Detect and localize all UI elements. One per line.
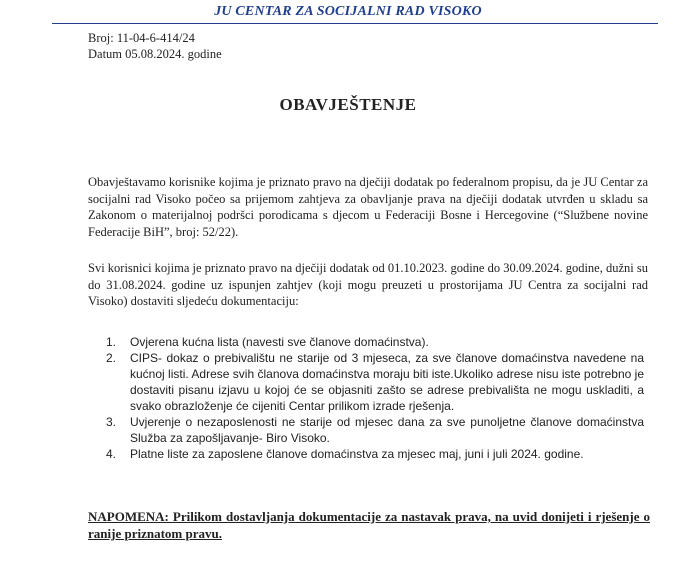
list-item [84, 414, 644, 446]
document-title: OBAVJEŠTENJE [279, 95, 417, 114]
list-item-text: Uvjerenje o nezaposlenosti ne starije od mjesec dana za sve punoljetne članove domaćinstva Služba za zapošljavanje- Biro Visoko. [130, 415, 644, 445]
document-date: Datum 05.08.2024. godine [88, 47, 222, 61]
list-item-text: Ovjerena kućna lista (navesti sve članove domaćinstva). [130, 335, 429, 349]
list-item [84, 446, 644, 462]
note-paragraph: NAPOMENA: Prilikom dostavljanja dokumentacije za nastavak prava, na uvid donijeti i rješenje o ranije priznatom pravu. [88, 509, 650, 541]
list-item-number: 2. [106, 351, 117, 365]
required-documents-list [84, 334, 644, 462]
header-divider [52, 23, 658, 24]
deadline-paragraph: Svi korisnici kojima je priznato pravo na dječiji dodatak od 01.10.2023. godine do 30.09.2024. godine, dužni su do 31.08.2024. godine uz ispunjen zahtjev (koji mogu preuzeti u prostorijama JU Centra za socijalni rad Visoko) dostaviti sljedeću dokumentaciju: [88, 261, 648, 308]
list-item-text: CIPS- dokaz o prebivalištu ne starije od 3 mjeseca, za sve članove domaćinstva navedene na kućnoj listi. Adrese svih članova domaćinstva moraju biti iste.Ukoliko adrese nisu iste potrebno je dostaviti pisanu izjavu u kojoj će se objasniti zašto se adrese prebivališta ne mogu uskladiti, a svako obrazloženje će cijeniti Centar prilikom izrade rješenja. [130, 351, 644, 413]
list-item-number: 1. [106, 335, 117, 349]
list-item-number: 3. [106, 415, 117, 429]
document-meta [88, 30, 222, 62]
reference-number: Broj: 11-04-6-414/24 [88, 31, 195, 45]
list-item-text: Platne liste za zaposlene članove domaćinstva za mjesec maj, juni i juli 2024. godine. [130, 447, 584, 461]
list-item [84, 350, 644, 414]
list-item-number: 4. [106, 447, 117, 461]
institution-header: JU CENTAR ZA SOCIJALNI RAD VISOKO [214, 4, 482, 19]
list-item [84, 334, 644, 350]
intro-paragraph: Obavještavamo korisnike kojima je priznato pravo na dječiji dodatak po federalnom propisu, da je JU Centar za socijalni rad Visoko počeo sa prijemom zahtjeva za obavljanje prava na dječiji dodatak utvrđen u skladu sa Zakonom o materijalnoj podršci porodicama s djecom u Federaciji Bosne i Hercegovine (“Službene novine Federacije BiH”, broj: 52/22). [88, 175, 648, 239]
